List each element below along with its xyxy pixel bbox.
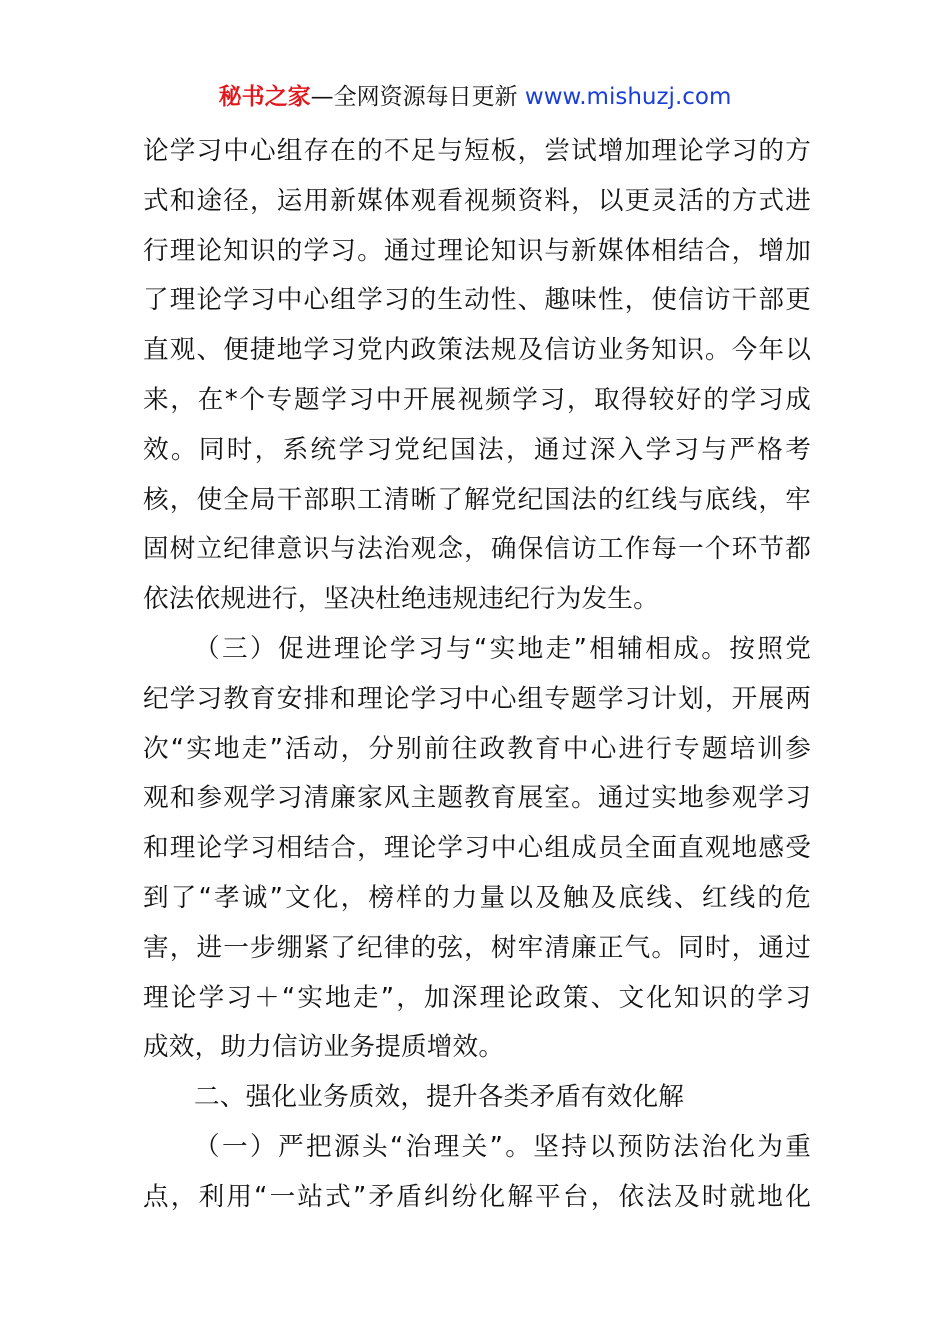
text-line: 到了“孝诚”文化，榜样的力量以及触及底线、红线的危 [143,882,811,913]
section-heading-line: （三）促进理论学习与“实地走”相辅相成。按照党 [194,633,811,664]
text-line: 害，进一步绷紧了纪律的弦，树牢清廉正气。同时，通过 [143,932,811,963]
document-body [143,127,811,1223]
text-line: 观和参观学习清廉家风主题教育展室。通过实地参观学习 [143,783,811,814]
section-heading: 二、强化业务质效，提升各类矛盾有效化解 [194,1082,685,1113]
text-line: 行理论知识的学习。通过理论知识与新媒体相结合，增加 [143,235,811,266]
text-line: 了理论学习中心组学习的生动性、趣味性，使信访干部更 [143,285,811,316]
text-line: 固树立纪律意识与法治观念，确保信访工作每一个环节都 [143,534,811,565]
text-line: 纪学习教育安排和理论学习中心组专题学习计划，开展两 [143,683,811,714]
text-line: 论学习中心组存在的不足与短板，尝试增加理论学习的方 [143,136,811,166]
text-line: 核，使全局干部职工清晰了解党纪国法的红线与底线，牢 [143,484,811,515]
site-tagline: —全网资源每日更新 [310,84,518,110]
text-line: 次“实地走”活动，分别前往政教育中心进行专题培训参 [143,733,811,764]
text-line: 效。同时，系统学习党纪国法，通过深入学习与严格考 [143,434,811,465]
text-line: 直观、便捷地学习党内政策法规及信访业务知识。今年以 [143,335,811,366]
site-brand: 秘书之家 [218,84,311,110]
text-line: 依法依规进行，坚决杜绝违规违纪行为发生。 [143,584,659,615]
text-line: 来，在*个专题学习中开展视频学习，取得较好的学习成 [143,384,811,415]
text-line: 点，利用“一站式”矛盾纠纷化解平台，依法及时就地化 [143,1181,811,1212]
site-url-link[interactable]: www.mishuzj.com [524,84,732,110]
text-line: 式和途径，运用新媒体观看视频资料，以更灵活的方式进 [143,185,811,216]
text-line: 理论学习＋“实地走”，加深理论政策、文化知识的学习 [143,982,811,1013]
text-line: 成效，助力信访业务提质增效。 [143,1032,505,1063]
subsection-heading-line: （一）严把源头“治理关”。坚持以预防法治化为重 [194,1131,811,1162]
page-header [0,82,950,112]
text-line: 和理论学习相结合，理论学习中心组成员全面直观地感受 [143,833,811,864]
